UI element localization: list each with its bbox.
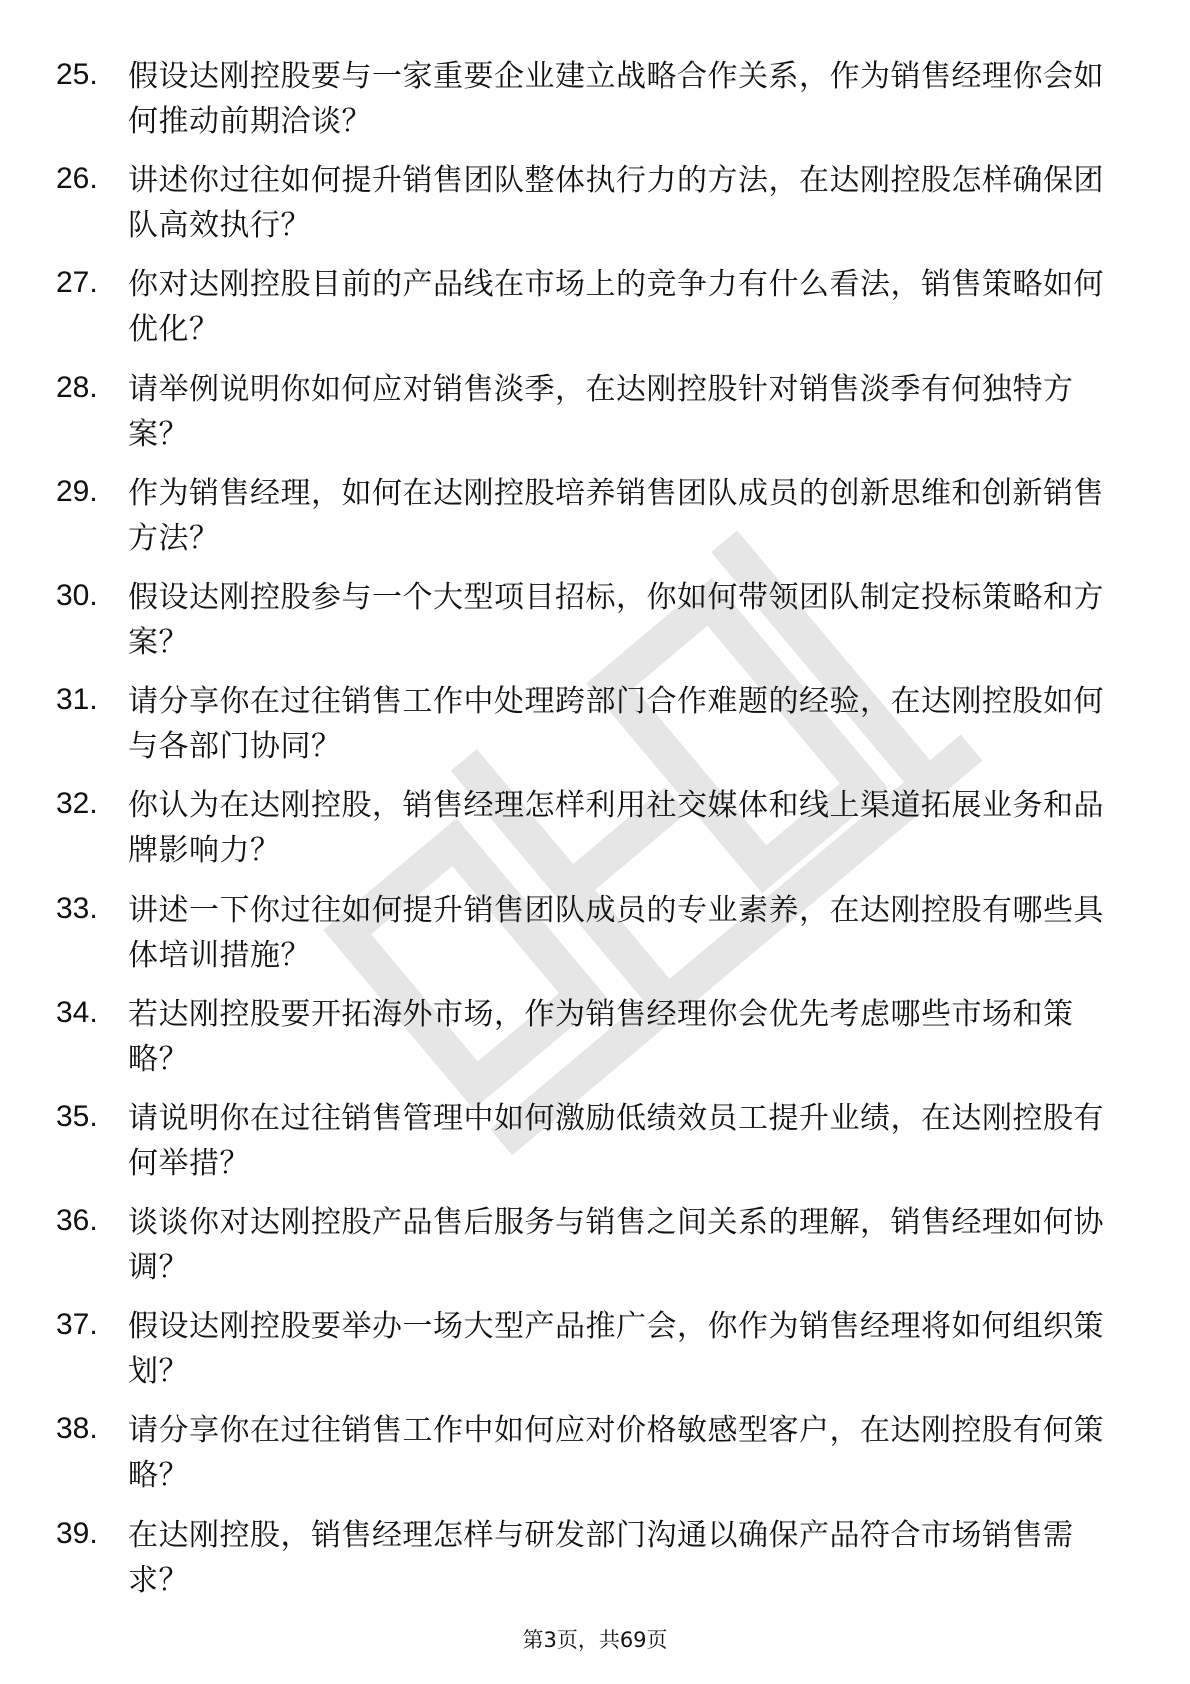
question-text: 请分享你在过往销售工作中如何应对价格敏感型客户，在达刚控股有何策略？ <box>128 1413 1104 1494</box>
question-number: 37. <box>56 1308 98 1342</box>
question-text: 在达刚控股，销售经理怎样与研发部门沟通以确保产品符合市场销售需求？ <box>128 1517 1074 1598</box>
question-item <box>0 888 1190 992</box>
question-item <box>0 471 1190 575</box>
question-text: 作为销售经理，如何在达刚控股培养销售团队成员的创新思维和创新销售方法？ <box>128 475 1104 556</box>
question-number: 38. <box>56 1412 98 1446</box>
question-text: 请说明你在过往销售管理中如何激励低绩效员工提升业绩，在达刚控股有何举措？ <box>128 1100 1104 1181</box>
question-item <box>0 1304 1190 1408</box>
question-text: 讲述一下你过往如何提升销售团队成员的专业素养，在达刚控股有哪些具体培训措施？ <box>128 892 1104 973</box>
question-number: 33. <box>56 891 98 925</box>
question-text: 请举例说明你如何应对销售淡季，在达刚控股针对销售淡季有何独特方案？ <box>128 371 1074 452</box>
question-number: 25. <box>56 58 98 91</box>
question-number: 35. <box>56 1099 98 1133</box>
question-text: 假设达刚控股要与一家重要企业建立战略合作关系，作为销售经理你会如何推动前期洽谈？ <box>128 59 1104 139</box>
question-item <box>0 1408 1190 1512</box>
question-text: 假设达刚控股要举办一场大型产品推广会，你作为销售经理将如何组织策划？ <box>128 1309 1104 1390</box>
question-text: 谈谈你对达刚控股产品售后服务与销售之间关系的理解，销售经理如何协调？ <box>128 1205 1104 1286</box>
question-number: 31. <box>56 683 98 717</box>
question-number: 30. <box>56 578 98 612</box>
question-text: 请分享你在过往销售工作中处理跨部门合作难题的经验，在达刚控股如何与各部门协同？ <box>128 684 1104 765</box>
page-footer: 第3页，共69页 <box>522 1628 668 1652</box>
question-item <box>0 679 1190 783</box>
question-item <box>0 575 1190 679</box>
question-item <box>0 262 1190 366</box>
question-number: 36. <box>56 1204 98 1238</box>
question-list <box>0 54 1190 1617</box>
question-item <box>0 54 1190 158</box>
question-item <box>0 1200 1190 1304</box>
question-number: 34. <box>56 995 98 1029</box>
question-text: 你对达刚控股目前的产品线在市场上的竞争力有什么看法，销售策略如何优化？ <box>128 267 1104 348</box>
question-text: 假设达刚控股参与一个大型项目招标，你如何带领团队制定投标策略和方案？ <box>128 579 1104 660</box>
question-item <box>0 367 1190 471</box>
question-text: 你认为在达刚控股，销售经理怎样利用社交媒体和线上渠道拓展业务和品牌影响力？ <box>128 788 1104 869</box>
question-item <box>0 1513 1190 1617</box>
question-text: 讲述你过往如何提升销售团队整体执行力的方法，在达刚控股怎样确保团队高效执行？ <box>128 163 1104 244</box>
question-number: 27. <box>56 266 98 300</box>
question-item <box>0 992 1190 1096</box>
question-number: 29. <box>56 474 98 508</box>
question-item <box>0 1096 1190 1200</box>
question-item <box>0 783 1190 887</box>
question-number: 28. <box>56 370 98 404</box>
question-number: 26. <box>56 162 98 196</box>
question-text: 若达刚控股要开拓海外市场，作为销售经理你会优先考虑哪些市场和策略？ <box>128 996 1074 1077</box>
question-number: 39. <box>56 1516 98 1550</box>
question-number: 32. <box>56 787 98 821</box>
question-item <box>0 158 1190 262</box>
